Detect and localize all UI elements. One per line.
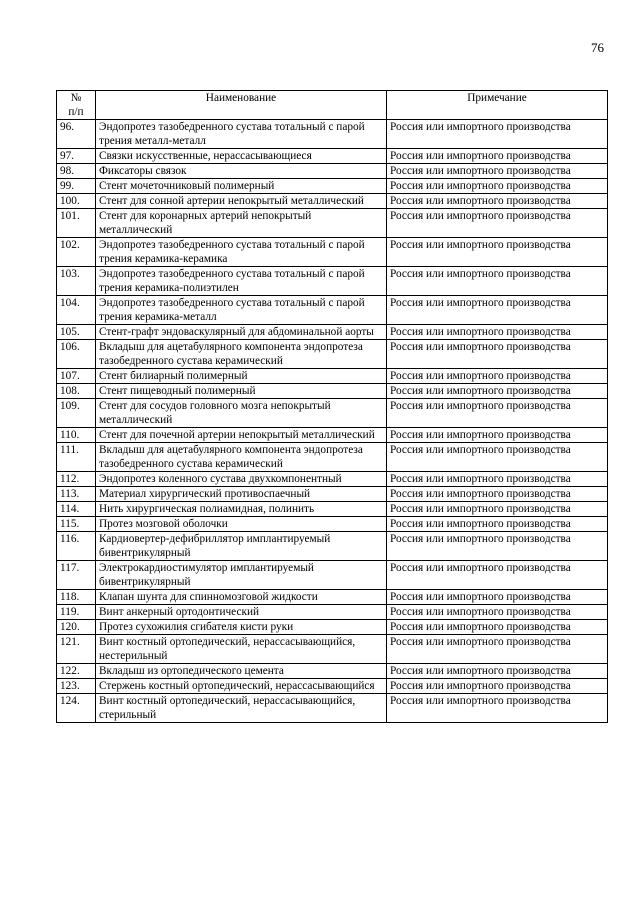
row-name: Стент пищеводный полимерный [96, 384, 387, 399]
row-name: Винт анкерный ортодонтический [96, 605, 387, 620]
column-header-name: Наименование [96, 91, 387, 120]
row-note: Россия или импортного производства [387, 620, 608, 635]
row-number: 100. [57, 194, 96, 209]
row-number: 111. [57, 443, 96, 472]
table-row [57, 487, 608, 502]
row-name: Протез мозговой оболочки [96, 517, 387, 532]
row-number: 118. [57, 590, 96, 605]
table-body [57, 120, 608, 723]
table-row [57, 428, 608, 443]
row-number: 123. [57, 679, 96, 694]
table-row [57, 532, 608, 561]
row-number: 116. [57, 532, 96, 561]
row-note: Россия или импортного производства [387, 502, 608, 517]
page-number: 76 [591, 40, 604, 55]
row-name: Стент билиарный полимерный [96, 369, 387, 384]
table-row [57, 590, 608, 605]
table-header-row [57, 91, 608, 120]
table-row [57, 296, 608, 325]
row-note: Россия или импортного производства [387, 267, 608, 296]
row-number: 102. [57, 238, 96, 267]
table-row [57, 399, 608, 428]
row-number: 98. [57, 164, 96, 179]
table-row [57, 605, 608, 620]
row-name: Эндопротез тазобедренного сустава тотальный с парой трения металл-металл [96, 120, 387, 149]
row-note: Россия или импортного производства [387, 325, 608, 340]
row-note: Россия или импортного производства [387, 238, 608, 267]
row-note: Россия или импортного производства [387, 561, 608, 590]
table-row [57, 325, 608, 340]
table-row [57, 194, 608, 209]
row-number: 120. [57, 620, 96, 635]
row-number: 117. [57, 561, 96, 590]
table-row [57, 620, 608, 635]
row-number: 96. [57, 120, 96, 149]
table-row [57, 517, 608, 532]
row-name: Эндопротез коленного сустава двухкомпонентный [96, 472, 387, 487]
table-row [57, 120, 608, 149]
row-number: 109. [57, 399, 96, 428]
row-name: Винт костный ортопедический, нерассасывающийся, нестерильный [96, 635, 387, 664]
row-name: Эндопротез тазобедренного сустава тотальный с парой трения керамика-металл [96, 296, 387, 325]
table-row [57, 149, 608, 164]
row-note: Россия или импортного производства [387, 384, 608, 399]
row-number: 101. [57, 209, 96, 238]
row-note: Россия или импортного производства [387, 487, 608, 502]
row-number: 110. [57, 428, 96, 443]
row-number: 106. [57, 340, 96, 369]
table-row [57, 238, 608, 267]
row-note: Россия или импортного производства [387, 296, 608, 325]
row-note: Россия или импортного производства [387, 679, 608, 694]
row-name: Нить хирургическая полиамидная, полинить [96, 502, 387, 517]
table-row [57, 209, 608, 238]
table-row [57, 635, 608, 664]
row-name: Стержень костный ортопедический, нерассасывающийся [96, 679, 387, 694]
table-row [57, 679, 608, 694]
row-name: Клапан шунта для спинномозговой жидкости [96, 590, 387, 605]
row-name: Эндопротез тазобедренного сустава тотальный с парой трения керамика-полиэтилен [96, 267, 387, 296]
row-name: Вкладыш для ацетабулярного компонента эндопротеза тазобедренного сустава керамический [96, 340, 387, 369]
column-header-number [57, 91, 96, 120]
row-note: Россия или импортного производства [387, 164, 608, 179]
row-name: Кардиовертер-дефибриллятор имплантируемый бивентрикулярный [96, 532, 387, 561]
row-name: Стент-графт эндоваскулярный для абдоминальной аорты [96, 325, 387, 340]
row-number: 104. [57, 296, 96, 325]
column-header-number-line1: № [70, 92, 82, 104]
row-note: Россия или импортного производства [387, 428, 608, 443]
row-name: Материал хирургический противоспаечный [96, 487, 387, 502]
row-name: Фиксаторы связок [96, 164, 387, 179]
row-number: 107. [57, 369, 96, 384]
row-name: Стент для почечной артерии непокрытый металлический [96, 428, 387, 443]
row-note: Россия или импортного производства [387, 149, 608, 164]
row-number: 122. [57, 664, 96, 679]
row-name: Стент для коронарных артерий непокрытый металлический [96, 209, 387, 238]
row-note: Россия или импортного производства [387, 194, 608, 209]
items-table [56, 90, 608, 723]
row-name: Вкладыш для ацетабулярного компонента эндопротеза тазобедренного сустава керамический [96, 443, 387, 472]
table-row [57, 664, 608, 679]
row-number: 124. [57, 694, 96, 723]
row-note: Россия или импортного производства [387, 340, 608, 369]
table-row [57, 561, 608, 590]
row-name: Винт костный ортопедический, нерассасывающийся, стерильный [96, 694, 387, 723]
row-name: Стент для сосудов головного мозга непокрытый металлический [96, 399, 387, 428]
table-row [57, 384, 608, 399]
row-name: Связки искусственные, нерассасывающиеся [96, 149, 387, 164]
row-number: 113. [57, 487, 96, 502]
row-number: 114. [57, 502, 96, 517]
row-name: Вкладыш из ортопедического цемента [96, 664, 387, 679]
row-note: Россия или импортного производства [387, 532, 608, 561]
table-row [57, 164, 608, 179]
row-note: Россия или импортного производства [387, 605, 608, 620]
table-row [57, 369, 608, 384]
row-note: Россия или импортного производства [387, 443, 608, 472]
row-number: 105. [57, 325, 96, 340]
row-number: 103. [57, 267, 96, 296]
row-note: Россия или импортного производства [387, 472, 608, 487]
row-note: Россия или импортного производства [387, 694, 608, 723]
table-row [57, 443, 608, 472]
row-name: Стент мочеточниковый полимерный [96, 179, 387, 194]
row-note: Россия или импортного производства [387, 120, 608, 149]
table-row [57, 502, 608, 517]
row-note: Россия или импортного производства [387, 369, 608, 384]
row-name: Электрокардиостимулятор имплантируемый бивентрикулярный [96, 561, 387, 590]
row-note: Россия или импортного производства [387, 399, 608, 428]
row-number: 97. [57, 149, 96, 164]
table-row [57, 267, 608, 296]
row-note: Россия или импортного производства [387, 517, 608, 532]
row-number: 115. [57, 517, 96, 532]
row-number: 112. [57, 472, 96, 487]
row-number: 119. [57, 605, 96, 620]
row-note: Россия или импортного производства [387, 590, 608, 605]
table-row [57, 694, 608, 723]
row-name: Стент для сонной артерии непокрытый металлический [96, 194, 387, 209]
table-row [57, 179, 608, 194]
row-name: Эндопротез тазобедренного сустава тотальный с парой трения керамика-керамика [96, 238, 387, 267]
row-name: Протез сухожилия сгибателя кисти руки [96, 620, 387, 635]
row-note: Россия или импортного производства [387, 209, 608, 238]
row-note: Россия или импортного производства [387, 664, 608, 679]
row-number: 99. [57, 179, 96, 194]
row-number: 121. [57, 635, 96, 664]
column-header-note: Примечание [387, 91, 608, 120]
table-row [57, 340, 608, 369]
table-row [57, 472, 608, 487]
row-note: Россия или импортного производства [387, 179, 608, 194]
column-header-number-line2: п/п [68, 106, 84, 118]
row-note: Россия или импортного производства [387, 635, 608, 664]
row-number: 108. [57, 384, 96, 399]
